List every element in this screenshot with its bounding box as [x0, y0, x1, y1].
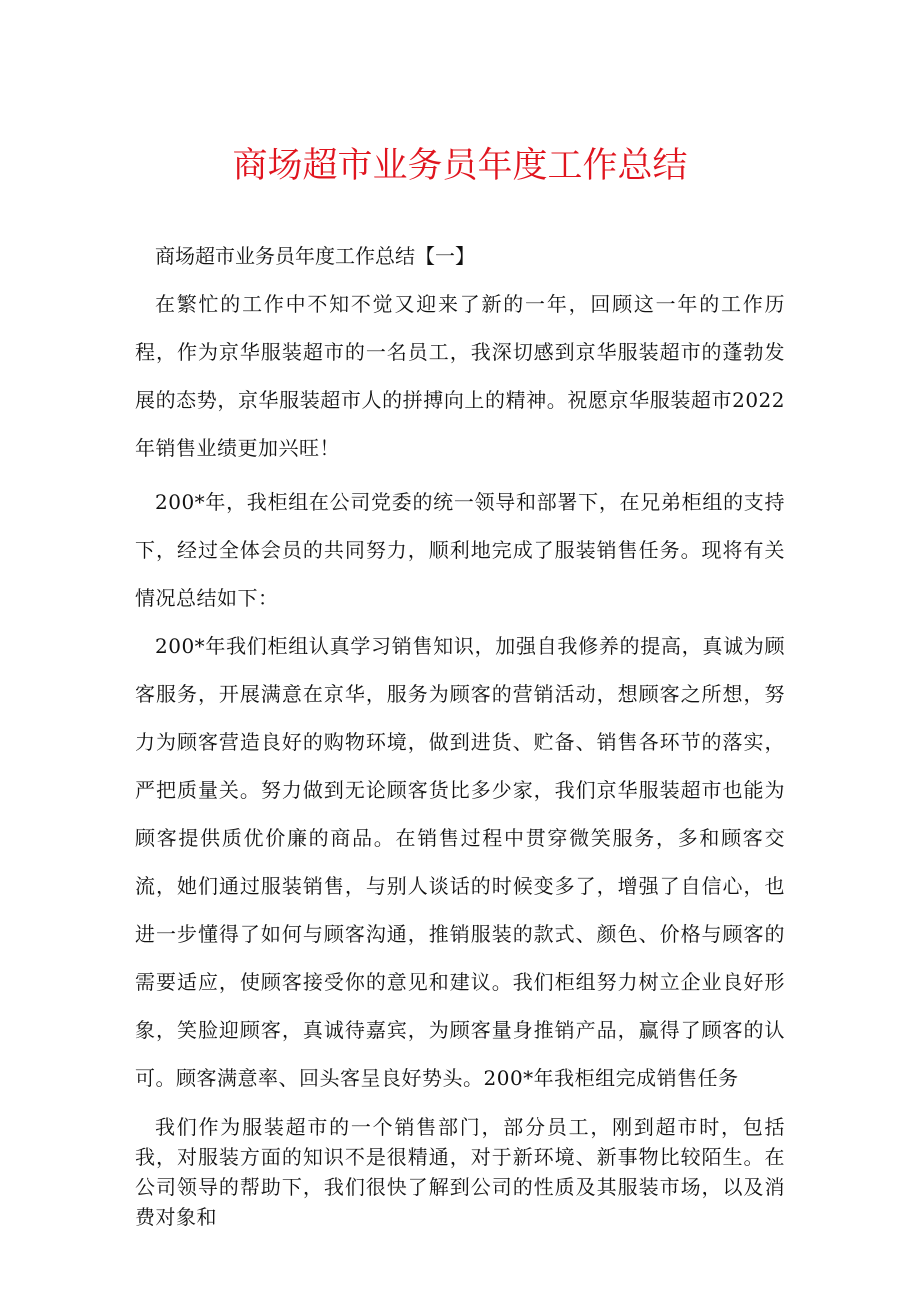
paragraph-4: 我们作为服装超市的一个销售部门，部分员工，刚到超市时，包括我，对服装方面的知识不是很精通，对于新环境、新事物比较陌生。在公司领导的帮助下，我们很快了解到公司的性质及其服装市场，以及消费对象和: [135, 1115, 785, 1229]
section-heading: 商场超市业务员年度工作总结【一】: [155, 244, 475, 268]
paragraph-2: 200*年，我柜组在公司党委的统一领导和部署下，在兄弟柜组的支持下，经过全体会员的共同努力，顺利地完成了服装销售任务。现将有关情况总结如下：: [135, 490, 785, 610]
paragraph-1: 在繁忙的工作中不知不觉又迎来了新的一年，回顾这一年的工作历程，作为京华服装超市的一名员工，我深切感到京华服装超市的蓬勃发展的态势，京华服装超市人的拼搏向上的精神。祝愿京华服装超市2022年销售业绩更加兴旺！: [135, 292, 785, 460]
document-title: 商场超市业务员年度工作总结: [232, 146, 688, 186]
paragraph-3: 200*年我们柜组认真学习销售知识，加强自我修养的提高，真诚为顾客服务，开展满意在京华，服务为顾客的营销活动，想顾客之所想，努力为顾客营造良好的购物环境，做到进货、贮备、销售各环节的落实，严把质量关。努力做到无论顾客货比多少家，我们京华服装超市也能为顾客提供质优价廉的商品。在销售过程中贯穿微笑服务，多和顾客交流，她们通过服装销售，与别人谈话的时候变多了，增强了自信心，也进一步懂得了如何与顾客沟通，推销服装的款式、颜色、价格与顾客的需要适应，使顾客接受你的意见和建议。我们柜组努力树立企业良好形象，笑脸迎顾客，真诚待嘉宾，为顾客量身推销产品，赢得了顾客的认可。顾客满意率、回头客呈良好势头。200*年我柜组完成销售任务: [135, 634, 785, 1090]
